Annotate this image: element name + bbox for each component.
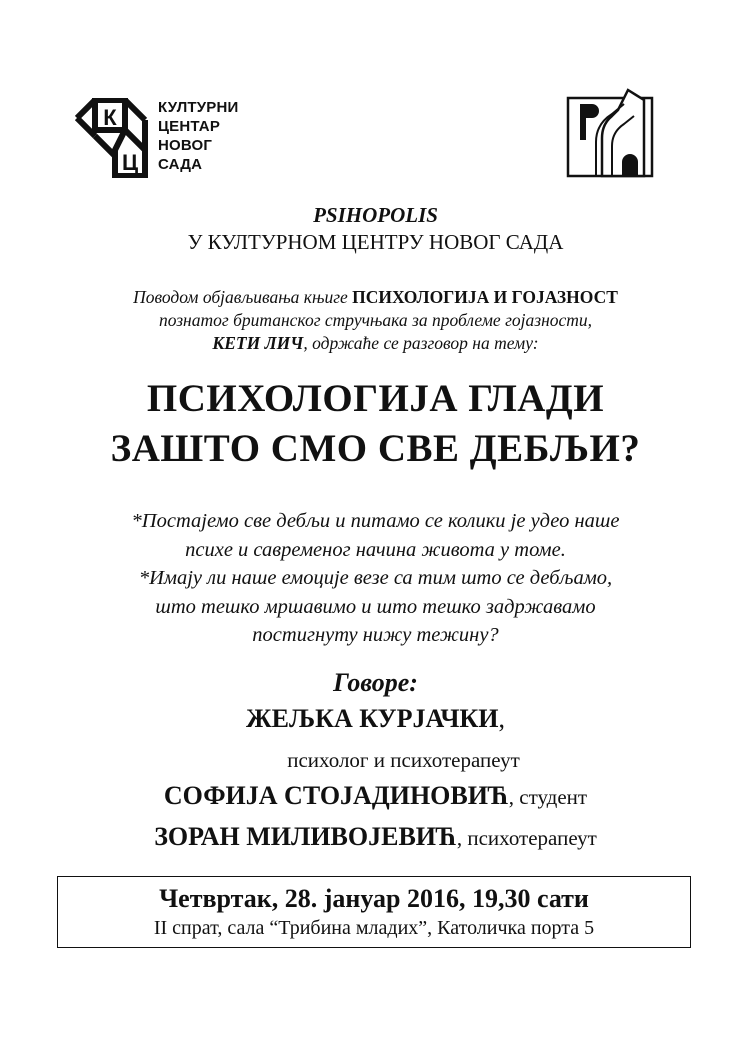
main-title-line-1: ПСИХОЛОГИЈА ГЛАДИ <box>146 377 605 420</box>
logo-text-line: САДА <box>158 156 203 173</box>
intro-line-1 <box>0 286 751 309</box>
speaker-1 <box>0 704 751 734</box>
speakers-heading: Говоре: <box>333 668 418 697</box>
speaker-2-name: СОФИЈА СТОЈАДИНОВИЋ <box>163 781 509 810</box>
question-line: психе и савременог начина живота у томе. <box>185 538 566 561</box>
speaker-3-role: , психотерапеут <box>456 826 597 850</box>
main-title <box>0 374 751 474</box>
logo-text-line: НОВОГ <box>158 137 213 154</box>
speaker-1-comma: , <box>498 704 506 733</box>
intro-line-3 <box>0 332 751 355</box>
event-datetime: Четвртак, 28. јануар 2016, 19,30 сати <box>159 884 589 913</box>
question-line: што тешко мршавимо и што тешко задржавамо <box>155 595 596 618</box>
intro-line-2: познатог британског стручњака за проблеме гојазности, <box>158 310 593 330</box>
kcns-cube-logo-icon <box>75 98 151 178</box>
psihopolis-logo <box>566 86 654 178</box>
speaker-2 <box>0 781 751 811</box>
book-title: ПСИХОЛОГИЈА И ГОЈАЗНОСТ <box>352 287 618 307</box>
question-line: *Имају ли наше емоције везе са тим што се дебљамо, <box>138 567 613 589</box>
question-line: *Постајемо све дебљи и питамо се колики је удео наше <box>131 510 620 532</box>
author-name: КЕТИ ЛИЧ <box>212 333 304 353</box>
kcns-logo <box>75 98 255 178</box>
question-line: постигнуту нижу тежину? <box>252 624 499 646</box>
series-title: PSIHOPOLIS <box>313 203 438 227</box>
questions-block <box>0 507 751 650</box>
intro-suffix: , одржаће се разговор на тему: <box>303 333 539 353</box>
event-info-box <box>57 876 691 948</box>
series-subtitle: У КУЛТУРНОМ ЦЕНТРУ НОВОГ САДА <box>187 230 564 254</box>
speaker-2-role: , студент <box>508 785 588 809</box>
speaker-3 <box>0 822 751 852</box>
speaker-1-name: ЖЕЉКА КУРЈАЧКИ <box>245 704 499 733</box>
kcns-logo-text <box>158 98 239 174</box>
logo-text-line: КУЛТУРНИ <box>158 99 239 116</box>
speaker-1-role: психолог и психотерапеут <box>287 748 520 772</box>
psihopolis-logo-icon <box>566 86 654 178</box>
logo-letter-ts: Ц <box>121 150 139 175</box>
speaker-3-name: ЗОРАН МИЛИВОЈЕВИЋ <box>154 822 457 851</box>
event-location: II спрат, сала “Трибина младих”, Католичка порта 5 <box>153 917 595 939</box>
logo-text-line: ЦЕНТАР <box>158 118 221 135</box>
intro-text <box>0 286 751 355</box>
intro-prefix: Поводом објављивања књиге <box>133 287 353 307</box>
logo-letter-k: К <box>103 105 117 130</box>
main-title-line-2: ЗАШТО СМО СВЕ ДЕБЉИ? <box>110 427 641 470</box>
